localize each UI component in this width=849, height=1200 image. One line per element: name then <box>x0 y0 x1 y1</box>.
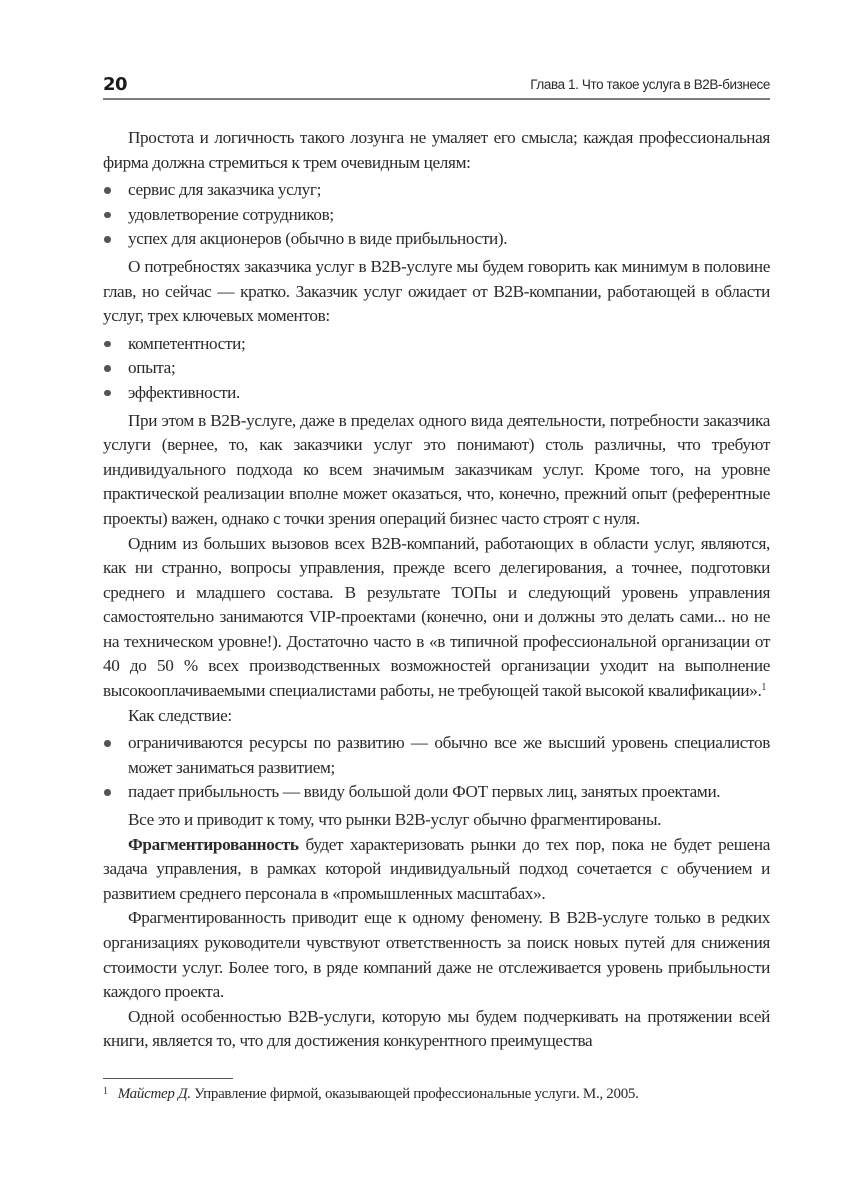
paragraph: Одной особенностью B2B-услуги, которую мы будем подчеркивать на протяжении всей книги, является то, что для достижения конкурентного преимущества <box>103 1006 770 1051</box>
paragraph: О потребностях заказчика услуг в B2B-услуге мы будем говорить как минимум в половине глав, но сейчас — кратко. Заказчик услуг ожидает от B2B-компании, работающей в области услуг, трех ключевых моментов: <box>103 256 770 326</box>
paragraph-with-quote: Одним из больших вызовов всех B2B-компаний, работающих в области услуг, являются, как ни странно, вопросы управления, прежде всего делегирования, а точнее, подготовки среднего и младшего состава. В результате ТОПы и следующий уровень управления самостоятельно занимаются VIP-проектами (конечно, они и должны это делать сами... но не на техническом уровне!). Достаточно часто в «в типичной профессиональной организации от 40 до 50 % всех производственных возможностей организации уходит на выполнение высокооплачиваемыми специалистами работы, не требующей такой высокой квалификации».$^1$ <box>103 533 770 701</box>
footnote-text: Управление фирмой, оказывающей профессиональные услуги. М., 2005. <box>190 1086 639 1102</box>
footnote-divider <box>103 1078 233 1079</box>
bullet-icon <box>104 789 111 796</box>
list-item: успех для акционеров (обычно в виде прибыльности). <box>103 227 770 252</box>
list-item: опыта; <box>103 356 770 381</box>
page-number: 20 <box>103 74 128 95</box>
footnote-reference[interactable]: 1 <box>761 682 767 694</box>
bullet-icon <box>104 390 111 397</box>
running-header <box>103 74 770 100</box>
footnote-mark: 1 <box>103 1086 108 1097</box>
paragraph: Фрагментированность приводит еще к одному феномену. В B2B-услуге только в редких организациях руководители чувствуют ответственность за поиск новых путей для снижения стоимости услуг. Более того, в ряде компаний даже не отслеживается уровень прибыльности каждого проекта. <box>103 908 770 1002</box>
bold-term: Фрагментированность <box>128 834 299 854</box>
list-item: падает прибыльность — ввиду большой доли ФОТ первых лиц, занятых проектами. <box>103 780 770 805</box>
paragraph: Все это и приводит к тому, что рынки B2B-услуг обычно фрагментированы. <box>128 810 662 830</box>
chapter-title: Глава 1. Что такое услуга в B2B-бизнесе <box>530 77 770 92</box>
bullet-icon <box>104 740 111 747</box>
list-item: компетентности; <box>103 332 770 357</box>
bullet-icon <box>104 365 111 372</box>
paragraph: Простота и логичность такого лозунга не умаляет его смысла; каждая профессиональная фирма должна стремиться к трем очевидным целям: <box>103 128 770 172</box>
paragraph: Фрагментированность будет характеризовать рынки до тех пор, пока не будет решена задача управления, в рамках которой индивидуальный подход сочетается с обучением и развитием среднего персонала в «промышленных масштабах». <box>103 834 770 903</box>
bullet-list-expectations <box>103 332 770 406</box>
footnote-author: Майстер Д. <box>117 1086 191 1102</box>
bullet-list-consequences <box>103 731 770 805</box>
footnote <box>103 1082 770 1104</box>
page-body <box>103 126 770 1054</box>
paragraph: Как следствие: <box>128 705 232 725</box>
bullet-icon <box>104 212 111 219</box>
bullet-icon <box>104 236 111 243</box>
list-item: сервис для заказчика услуг; <box>103 178 770 203</box>
bullet-icon <box>104 187 111 194</box>
list-item: эффективности. <box>103 381 770 406</box>
bullet-list-goals <box>103 178 770 252</box>
list-item: удовлетворение сотрудников; <box>103 203 770 228</box>
bullet-icon <box>104 341 111 348</box>
paragraph: При этом в B2B-услуге, даже в пределах одного вида деятельности, потребности заказчика услуги (вернее, то, как заказчики услуг это понимают) столь различны, что требуют индивидуального подхода ко всем значимым заказчикам услуг. Кроме того, на уровне практической реализации вполне может оказаться, что, конечно, прежний опыт (референтные проекты) важен, однако с точки зрения операций бизнес часто строят с нуля. <box>103 410 770 528</box>
list-item: ограничиваются ресурсы по развитию — обычно все же высший уровень специалистов может заниматься развитием; <box>103 731 770 780</box>
